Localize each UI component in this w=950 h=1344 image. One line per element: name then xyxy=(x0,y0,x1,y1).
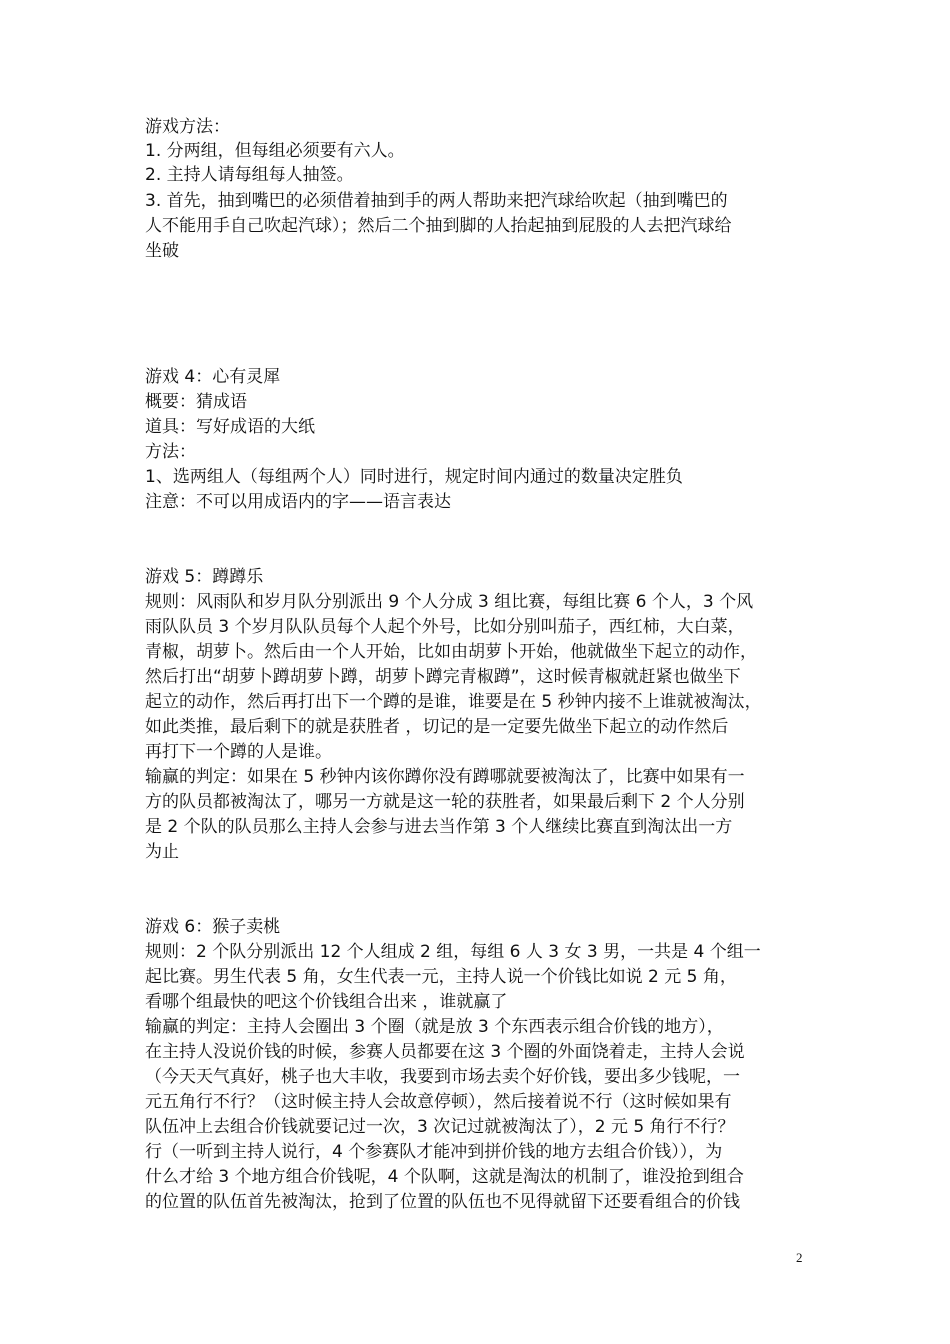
method-item-3-line: 坐破 xyxy=(145,241,179,261)
game5-rules-line: 起立的动作，然后再打出下一个蹲的是谁，谁要是在 5 秒钟内接不上谁就被淘汰， xyxy=(145,692,762,712)
game4-method-label: 方法： xyxy=(145,442,196,462)
game5-judge-line: 是 2 个队的队员那么主持人会参与进去当作第 3 个人继续比赛直到淘汰出一方 xyxy=(145,817,733,837)
game4-props: 道具：写好成语的大纸 xyxy=(145,417,315,437)
game5-rules-line: 青椒，胡萝卜。然后由一个人开始，比如由胡萝卜开始，他就做坐下起立的动作， xyxy=(145,642,757,662)
game4-summary: 概要：猜成语 xyxy=(145,392,247,412)
game6-judge-line: 什么才给 3 个地方组合价钱呢，4 个队啊，这就是淘汰的机制了，谁没抢到组合 xyxy=(145,1167,744,1187)
game6-judge-line: 在主持人没说价钱的时候，参赛人员都要在这 3 个圈的外面饶着走，主持人会说 xyxy=(145,1042,745,1062)
game6-judge-line: 的位置的队伍首先被淘汰，抢到了位置的队伍也不见得就留下还要看组合的价钱 xyxy=(145,1192,740,1212)
game6-rules-line: 看哪个组最快的吧这个价钱组合出来 ，谁就赢了 xyxy=(145,992,508,1012)
method-item-1: 1. 分两组，但每组必须要有六人。 xyxy=(145,141,405,161)
game6-judge-line: 元五角行不行？（这时候主持人会故意停顿），然后接着说不行（这时候如果有 xyxy=(145,1092,732,1112)
game6-rules-line: 规则：2 个队分别派出 12 个人组成 2 组，每组 6 人 3 女 3 男，一共是 4 个组一 xyxy=(145,942,761,962)
game6-judge-line: 队伍冲上去组合价钱就要记过一次，3 次记过就被淘汰了），2 元 5 角行不行？ xyxy=(145,1117,735,1137)
game4-note: 注意：不可以用成语内的字——语言表达 xyxy=(145,492,451,512)
game5-rules-line: 规则：风雨队和岁月队分别派出 9 个人分成 3 组比赛，每组比赛 6 个人，3 个风 xyxy=(145,592,754,612)
page-number: 2 xyxy=(796,1250,803,1265)
game6-rules-line: 起比赛。男生代表 5 角，女生代表一元，主持人说一个价钱比如说 2 元 5 角， xyxy=(145,967,737,987)
game6-judge-line: （今天天气真好，桃子也大丰收，我要到市场去卖个好价钱，要出多少钱呢，一 xyxy=(145,1067,740,1087)
game5-rules-line: 如此类推，最后剩下的就是获胜者 ，切记的是一定要先做坐下起立的动作然后 xyxy=(145,717,729,737)
method-item-2: 2. 主持人请每组每人抽签。 xyxy=(145,165,354,185)
game5-rules-line: 再打下一个蹲的人是谁。 xyxy=(145,742,332,762)
game4-title: 游戏 4：心有灵犀 xyxy=(145,367,281,387)
game5-judge-line: 为止 xyxy=(145,842,179,862)
game4-method-1: 1、选两组人（每组两个人）同时进行，规定时间内通过的数量决定胜负 xyxy=(145,467,683,487)
game6-title: 游戏 6：猴子卖桃 xyxy=(145,917,281,937)
game5-title: 游戏 5：蹲蹲乐 xyxy=(145,567,264,587)
game5-rules-line: 雨队队员 3 个岁月队队员每个人起个外号，比如分别叫茄子，西红柿，大白菜， xyxy=(145,617,745,637)
method-item-3-line: 人不能用手自己吹起汽球）；然后二个抽到脚的人抬起抽到屁股的人去把汽球给 xyxy=(145,216,732,236)
method-item-3-line: 3. 首先，抽到嘴巴的必须借着抽到手的两人帮助来把汽球给吹起（抽到嘴巴的 xyxy=(145,191,728,211)
game5-judge-line: 输赢的判定：如果在 5 秒钟内该你蹲你没有蹲哪就要被淘汰了，比赛中如果有一 xyxy=(145,767,745,787)
game5-judge-line: 方的队员都被淘汰了，哪另一方就是这一轮的获胜者，如果最后剩下 2 个人分别 xyxy=(145,792,745,812)
game6-judge-line: 输赢的判定：主持人会圈出 3 个圈（就是放 3 个东西表示组合价钱的地方）， xyxy=(145,1017,724,1037)
method-heading: 游戏方法： xyxy=(145,117,230,137)
game6-judge-line: 行（一听到主持人说行，4 个参赛队才能冲到拼价钱的地方去组合价钱）），为 xyxy=(145,1142,723,1162)
game5-rules-line: 然后打出“胡萝卜蹲胡萝卜蹲，胡萝卜蹲完青椒蹲”，这时候青椒就赶紧也做坐下 xyxy=(145,667,741,687)
